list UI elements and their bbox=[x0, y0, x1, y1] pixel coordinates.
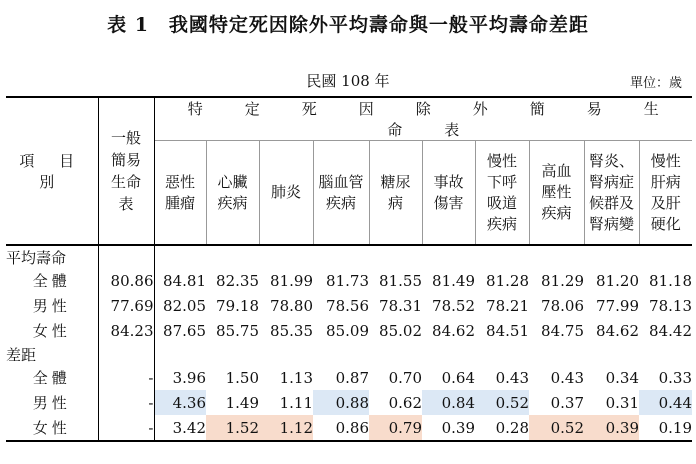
table-cell: 81.18 bbox=[649, 271, 692, 290]
table-cell: 81.28 bbox=[486, 271, 529, 290]
table-cell: 78.52 bbox=[432, 296, 475, 315]
table-cell: 0.52 bbox=[529, 415, 584, 441]
table-cell: 85.02 bbox=[379, 321, 422, 340]
table-cell: - bbox=[98, 390, 154, 415]
table-cell: 78.80 bbox=[270, 296, 313, 315]
table-cell: 85.35 bbox=[270, 321, 313, 340]
row-label: 男性 bbox=[6, 293, 98, 318]
table-cell: 4.36 bbox=[154, 390, 206, 415]
section-label: 平均壽命 bbox=[6, 245, 98, 268]
table-cell: 0.34 bbox=[605, 368, 639, 387]
section-label: 差距 bbox=[6, 343, 98, 365]
table-cell: 77.99 bbox=[596, 296, 639, 315]
table-cell: 1.52 bbox=[206, 415, 259, 441]
table-cell: 0.28 bbox=[475, 415, 529, 441]
life-expectancy-table bbox=[6, 96, 692, 442]
row-label: 全體 bbox=[6, 365, 98, 390]
table-cell: 84.75 bbox=[541, 321, 584, 340]
table-cell: 77.69 bbox=[98, 293, 154, 318]
table-cell: - bbox=[98, 415, 154, 441]
table-cell: 78.06 bbox=[541, 296, 584, 315]
table-cell: 78.31 bbox=[379, 296, 422, 315]
table-cell: 0.33 bbox=[658, 368, 692, 387]
table-cell: 0.87 bbox=[335, 368, 369, 387]
column-header: 腦血管 疾病 bbox=[313, 141, 369, 246]
table-cell: 82.35 bbox=[216, 271, 259, 290]
table-cell: 0.70 bbox=[388, 368, 422, 387]
table-title: 表 1 我國特定死因除外平均壽命與一般平均壽命差距 bbox=[107, 14, 589, 36]
table-cell: 1.13 bbox=[279, 368, 313, 387]
table-cell: 82.05 bbox=[163, 296, 206, 315]
table-row bbox=[6, 415, 692, 441]
table-cell: 0.43 bbox=[495, 368, 529, 387]
table-cell: 84.51 bbox=[486, 321, 529, 340]
row-label: 男性 bbox=[6, 390, 98, 415]
table-cell: 0.37 bbox=[550, 393, 584, 412]
table-cell: 81.99 bbox=[270, 271, 313, 290]
column-header: 事故 傷害 bbox=[422, 141, 475, 246]
column-header: 惡性 腫瘤 bbox=[154, 141, 206, 246]
table-cell: 1.11 bbox=[279, 393, 313, 412]
table-cell: 84.23 bbox=[98, 318, 154, 343]
table-cell: 84.42 bbox=[649, 321, 692, 340]
column-header: 高血 壓性 疾病 bbox=[529, 141, 584, 246]
table-cell: 80.86 bbox=[98, 268, 154, 293]
table-cell: 79.18 bbox=[216, 296, 259, 315]
table-cell: 0.39 bbox=[422, 415, 475, 441]
table-cell: 84.81 bbox=[163, 271, 206, 290]
table-cell: 81.49 bbox=[432, 271, 475, 290]
table-cell: 0.62 bbox=[388, 393, 422, 412]
table-cell: 0.39 bbox=[584, 415, 639, 441]
table-cell: 81.20 bbox=[596, 271, 639, 290]
table-cell: 0.79 bbox=[369, 415, 422, 441]
column-header: 肺炎 bbox=[259, 141, 313, 246]
table-cell: 0.64 bbox=[441, 368, 475, 387]
general-life-table-header: 一般 簡易 生命 表 bbox=[98, 97, 154, 245]
row-label: 女性 bbox=[6, 415, 98, 441]
table-cell: 0.19 bbox=[639, 415, 692, 441]
table-cell: 78.56 bbox=[326, 296, 369, 315]
table-cell: - bbox=[98, 365, 154, 390]
column-header: 心臟 疾病 bbox=[206, 141, 259, 246]
table-cell: 87.65 bbox=[163, 321, 206, 340]
table-cell: 78.21 bbox=[486, 296, 529, 315]
table-cell: 81.55 bbox=[379, 271, 422, 290]
table-cell: 3.96 bbox=[172, 368, 206, 387]
table-row bbox=[6, 293, 692, 318]
item-header: 項 目 別 bbox=[6, 97, 98, 245]
column-header: 慢性 下呼 吸道 疾病 bbox=[475, 141, 529, 246]
table-cell: 0.84 bbox=[422, 390, 475, 415]
table-cell: 85.09 bbox=[326, 321, 369, 340]
table-cell: 0.52 bbox=[475, 390, 529, 415]
row-label: 全體 bbox=[6, 268, 98, 293]
column-header: 糖尿 病 bbox=[369, 141, 422, 246]
column-header: 腎炎、 腎病症 候群及 腎病變 bbox=[584, 141, 639, 246]
row-label: 女性 bbox=[6, 318, 98, 343]
table-row bbox=[6, 318, 692, 343]
table-cell: 0.44 bbox=[639, 390, 692, 415]
table-cell: 78.13 bbox=[649, 296, 692, 315]
table-cell: 84.62 bbox=[596, 321, 639, 340]
table-cell: 81.73 bbox=[326, 271, 369, 290]
table-cell: 1.49 bbox=[225, 393, 259, 412]
table-cell: 0.31 bbox=[605, 393, 639, 412]
column-header: 慢性 肝病 及肝 硬化 bbox=[639, 141, 692, 246]
table-row bbox=[6, 365, 692, 390]
table-cell: 1.12 bbox=[259, 415, 313, 441]
table-cell: 81.29 bbox=[541, 271, 584, 290]
table-cell: 3.42 bbox=[154, 415, 206, 441]
table-cell: 84.62 bbox=[432, 321, 475, 340]
table-row bbox=[6, 268, 692, 293]
unit-label: 單位：歲 bbox=[629, 76, 682, 91]
table-cell: 0.43 bbox=[550, 368, 584, 387]
specific-cause-header: 特 定 死 因 除 外 簡 易 生命 表 bbox=[154, 97, 692, 141]
year-label: 民國 108 年 bbox=[306, 72, 390, 90]
table-cell: 0.86 bbox=[313, 415, 369, 441]
table-cell: 1.50 bbox=[225, 368, 259, 387]
table-cell: 0.88 bbox=[313, 390, 369, 415]
table-cell: 85.75 bbox=[216, 321, 259, 340]
table-row bbox=[6, 390, 692, 415]
